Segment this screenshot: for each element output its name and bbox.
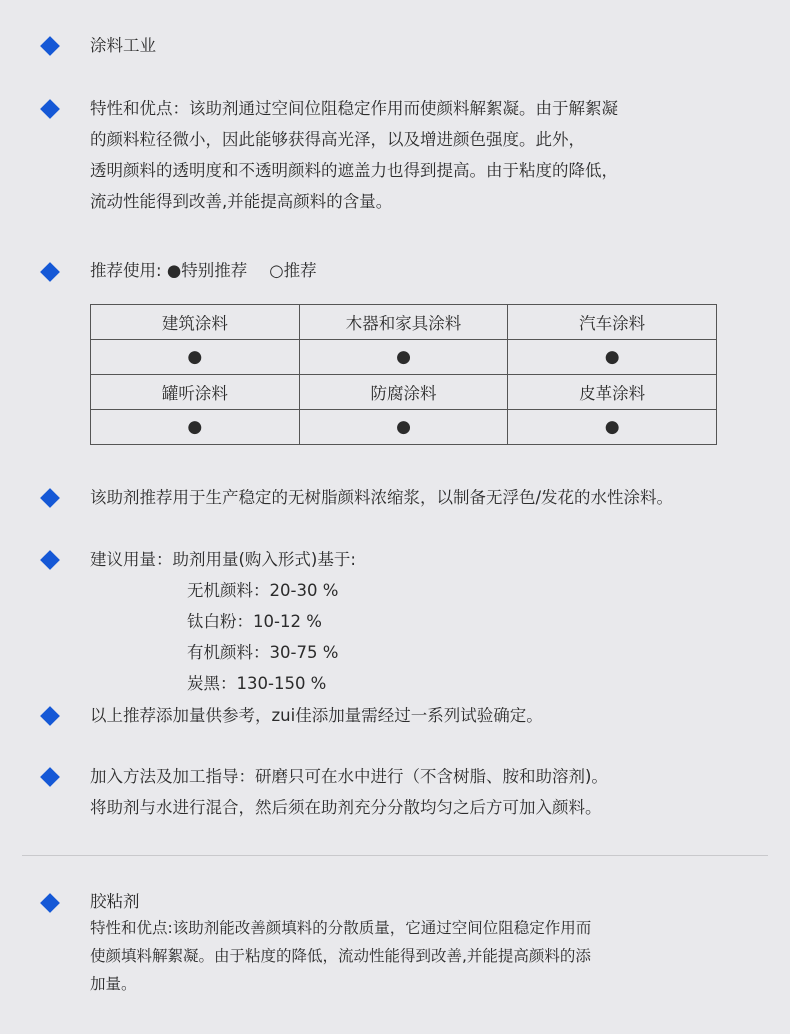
table-cell: 木器和家具涂料 [299,305,508,340]
section-divider [22,855,768,856]
strong-recommend-dot-icon: ● [166,261,182,280]
table-cell: 皮革涂料 [508,375,717,410]
recommend-label: 推荐使用: [90,261,167,280]
table-row [91,410,717,445]
features-line: 透明颜料的透明度和不透明颜料的遮盖力也得到提高。由于粘度的降低， [90,161,618,180]
recommend-dot-icon: ● [508,410,717,445]
bullet-diamond-icon [40,36,60,56]
bullet-diamond-icon [40,893,60,913]
bullet-diamond-icon [40,488,60,508]
bullet-diamond-icon [40,262,60,282]
dosage-item: 钛白粉：10-12 % [187,612,322,631]
section-title-coatings: 涂料工业 [90,36,156,55]
recommend-circle-icon: ○ [269,261,284,280]
table-row [91,375,717,410]
table-cell: 建筑涂料 [91,305,300,340]
table-row [91,340,717,375]
table-cell: 汽车涂料 [508,305,717,340]
adhesive-title: 胶粘剂 [90,892,140,911]
dosage-title: 建议用量：助剂用量(购入形式)基于: [90,550,356,569]
dosage-item: 有机颜料：30-75 % [187,643,339,662]
bullet-diamond-icon [40,550,60,570]
method-line: 加入方法及加工指导：研磨只可在水中进行（不含树脂、胺和助溶剂)。 [90,767,608,786]
recommend-dot-icon: ● [91,340,300,375]
bullet-diamond-icon [40,767,60,787]
recommend-dot-icon: ● [91,410,300,445]
adhesive-line: 使颜填料解絮凝。由于粘度的降低，流动性能得到改善,并能提高颜料的添 [90,947,591,965]
features-line: 特性和优点：该助剂通过空间位阻稳定作用而使颜料解絮凝。由于解絮凝 [90,99,618,118]
recommendation-table [90,304,717,445]
features-line: 流动性能得到改善,并能提高颜料的含量。 [90,192,393,211]
weak-recommend-label: 推荐 [283,261,317,280]
table-row [91,305,717,340]
recommend-dot-icon: ● [299,410,508,445]
features-paragraph [90,93,618,217]
dosage-item: 无机颜料：20-30 % [187,581,339,600]
adhesive-line: 加量。 [90,975,137,993]
table-cell: 防腐涂料 [299,375,508,410]
recommend-dot-icon: ● [508,340,717,375]
usage-note: 该助剂推荐用于生产稳定的无树脂颜料浓缩浆，以制备无浮色/发花的水性涂料。 [90,488,674,507]
recommend-legend [90,255,317,286]
recommend-dot-icon: ● [299,340,508,375]
method-paragraph [90,761,608,823]
strong-recommend-label: 特别推荐 [181,261,248,280]
adhesive-paragraph [90,914,591,998]
dosage-item: 炭黑：130-150 % [187,674,327,693]
adhesive-line: 特性和优点:该助剂能改善颜填料的分散质量，它通过空间位阻稳定作用而 [90,919,592,937]
table-cell: 罐听涂料 [91,375,300,410]
reference-note: 以上推荐添加量供参考，zui佳添加量需经过一系列试验确定。 [90,706,543,725]
bullet-diamond-icon [40,706,60,726]
features-line: 的颜料粒径微小，因此能够获得高光泽，以及增进颜色强度。此外， [90,130,585,149]
method-line: 将助剂与水进行混合，然后须在助剂充分分散均匀之后方可加入颜料。 [90,798,602,817]
bullet-diamond-icon [40,99,60,119]
dosage-list [187,575,338,699]
